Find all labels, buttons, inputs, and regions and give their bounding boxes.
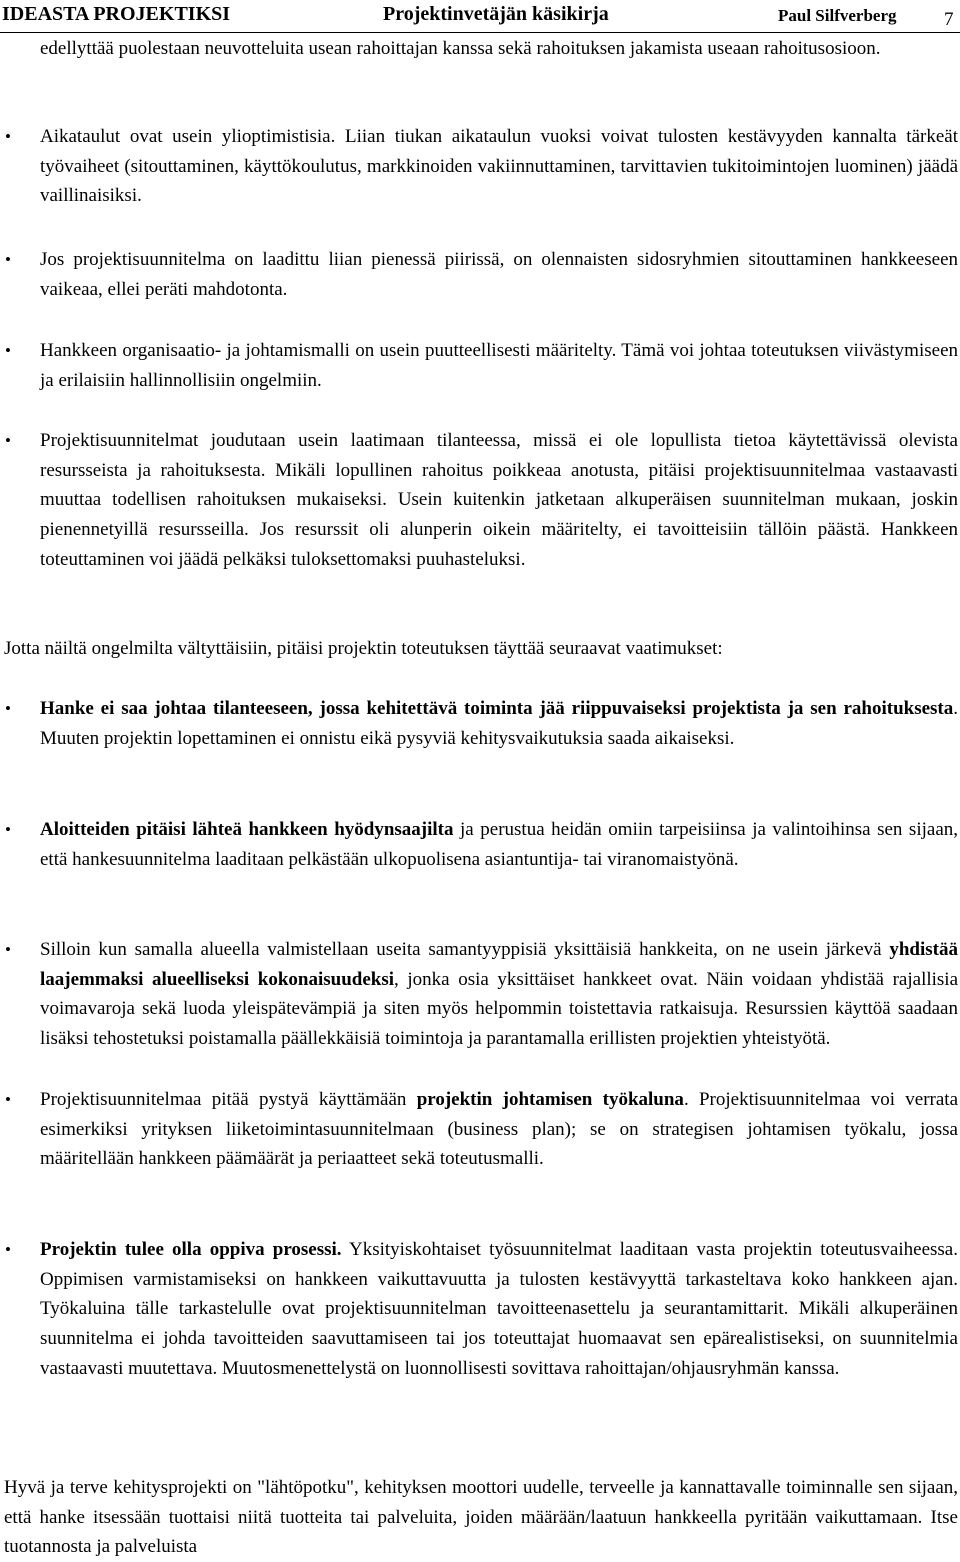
requirement-initiative: [40, 815, 958, 874]
bullet-icon: •: [5, 1090, 11, 1109]
requirement-text: . Projektisuunnitelmaa voi verrata esimerkiksi yrityksen liiketoimintasuunnitelmaan (business plan); se on strategisen johtamisen työkalu, jossa määritellään hankkeen päämäärät ja periaatteet sekä toteutusmalli.: [40, 1089, 959, 1170]
bullet-icon: •: [5, 820, 11, 839]
bullet-icon: •: [5, 699, 11, 718]
requirement-bold-text: Aloitteiden pitäisi lähteä hankkeen hyödynsaajilta: [40, 819, 454, 840]
paragraph-continuation: edellyttää puolestaan neuvotteluita usean rahoittajan kanssa sekä rahoituksen jakamista useaan rahoitusosioon.: [40, 38, 881, 59]
requirement-text: Silloin kun samalla alueella valmistellaan useita samantyyppisiä yksittäisiä hankkeita, on ne usein järkevä: [40, 939, 890, 960]
requirement-bold-text: Hanke ei saa johtaa tilanteeseen, jossa kehitettävä toiminta jää riippuvaiseksi projektista ja sen rahoituksesta: [40, 698, 954, 719]
header-author: Paul Silfverberg: [778, 6, 897, 25]
bullet-icon: •: [5, 940, 11, 959]
page-number: 7: [944, 9, 954, 30]
requirements-intro: Jotta näiltä ongelmilta vältyttäisiin, pitäisi projektin toteutuksen täyttää seuraavat vaatimukset:: [4, 638, 723, 659]
header-title: Projektinvetäjän käsikirja: [383, 3, 609, 25]
requirement-bold-text: projektin johtamisen työkaluna: [416, 1089, 684, 1110]
requirement-text: Projektisuunnitelmaa pitää pystyä käyttämään: [40, 1089, 417, 1110]
requirement-independence: [40, 694, 958, 753]
bullet-icon: •: [5, 250, 11, 269]
bullet-icon: •: [5, 431, 11, 450]
requirement-text: , jonka osia yksittäiset hankkeet ovat. Näin voidaan yhdistää rajallisia voimavaroja sekä luoda yleispätevämpiä ja siten myös helpommin toistettavia ratkaisuja. Resurssien käyttöä saadaan lisäksi tehostetuksi poistamalla päällekkäisiä toimintoja ja parantamalla erillisten projektien yhteistyötä.: [40, 968, 959, 1050]
list-item-small-circle: Jos projektisuunnitelma on laadittu liian pienessä piirissä, on olennaisten sidosryhmien sitouttaminen hankkeeseen vaikeaa, ellei peräti mahdotonta.: [40, 249, 958, 300]
requirement-bold-text: yhdistää laajemmaksi alueelliseksi kokonaisuudeksi: [40, 939, 958, 990]
list-item-resources: Projektisuunnitelmat joudutaan usein laatimaan tilanteessa, missä ei ole lopullista tietoa käytettävissä olevista resursseista ja rahoituksesta. Mikäli lopullinen rahoitus poikkeaa anotusta, pitäisi projektisuunnitelmaa vastaavasti muuttaa todellisen rahoituksen mukaiseksi. Usein kuitenkin jatketaan alkuperäisen suunnitelman mukaan, joskin pienennetyillä resursseilla. Jos resurssit oli alunperin oikein määritelty, ei tavoitteisiin tällöin päästä. Hankkeen toteuttaminen voi jäädä pelkäksi tuloksettomaksi puuhasteluksi.: [40, 430, 958, 570]
header-section: IDEASTA PROJEKTIKSI: [2, 3, 231, 25]
closing-paragraph: Hyvä ja terve kehitysprojekti on "lähtöpotku", kehityksen moottori uudelle, terveelle ja kannattavalle toiminnalle sen sijaan, että hanke itsessään tuottaisi niitä tuotteita tai palveluita, joiden määrään/laatuun hankkeella pyritään vaikuttamaan. Itse tuotannosta ja palveluista: [4, 1477, 958, 1558]
list-item-schedule: Aikataulut ovat usein ylioptimistisia. Liian tiukan aikataulun vuoksi voivat tulosten kestävyyden kannalta tärkeät työvaiheet (sitouttaminen, käyttökoulutus, markkinoiden vakiinnuttaminen, tarvittavien tukitoimintojen luominen) jäädä vaillinaisiksi.: [40, 126, 958, 207]
list-item-organisation: Hankkeen organisaatio- ja johtamismalli on usein puutteellisesti määritelty. Tämä voi johtaa toteutuksen viivästymiseen ja erilaisiin hallinnollisiin ongelmiin.: [40, 340, 958, 391]
requirement-combine: [40, 935, 958, 1054]
bullet-icon: •: [5, 1240, 11, 1259]
requirement-learning-process: [40, 1235, 958, 1384]
requirement-text: ja perustua heidän omiin tarpeisiinsa ja valintoihinsa sen sijaan, että hankesuunnitelma laaditaan pelkästään ulkopuolisena asiantuntija- tai viranomaistyönä.: [40, 819, 958, 870]
requirement-text: . Muuten projektin lopettaminen ei onnistu eikä pysyviä kehitysvaikutuksia saada aikaiseksi.: [40, 698, 958, 749]
requirement-text: Yksityiskohtaiset työsuunnitelmat laaditaan vasta projektin toteutusvaiheessa. Oppimisen varmistamiseksi on hankkeen vaikuttavuutta ja tulosten kestävyyttä tarkasteltava koko hankkeen ajan. Työkaluina tälle tarkastelulle ovat projektisuunnitelman tavoitteenasettelu ja seurantamittarit. Mikäli alkuperäinen suunnitelma ei johda tavoitteiden saavuttamiseen tai jos toteuttajat huomaavat sen epärealistiseksi, on suunnitelmia vastaavasti muutettava. Muutosmenettelystä on luonnollisesti sovittava rahoittajan/ohjausryhmän kanssa.: [40, 1239, 958, 1379]
page-header: [0, 0, 960, 33]
requirement-bold-text: Projektin tulee olla oppiva prosessi.: [40, 1239, 342, 1260]
bullet-icon: •: [5, 127, 11, 146]
bullet-icon: •: [5, 341, 11, 360]
requirement-management-tool: [40, 1085, 958, 1174]
